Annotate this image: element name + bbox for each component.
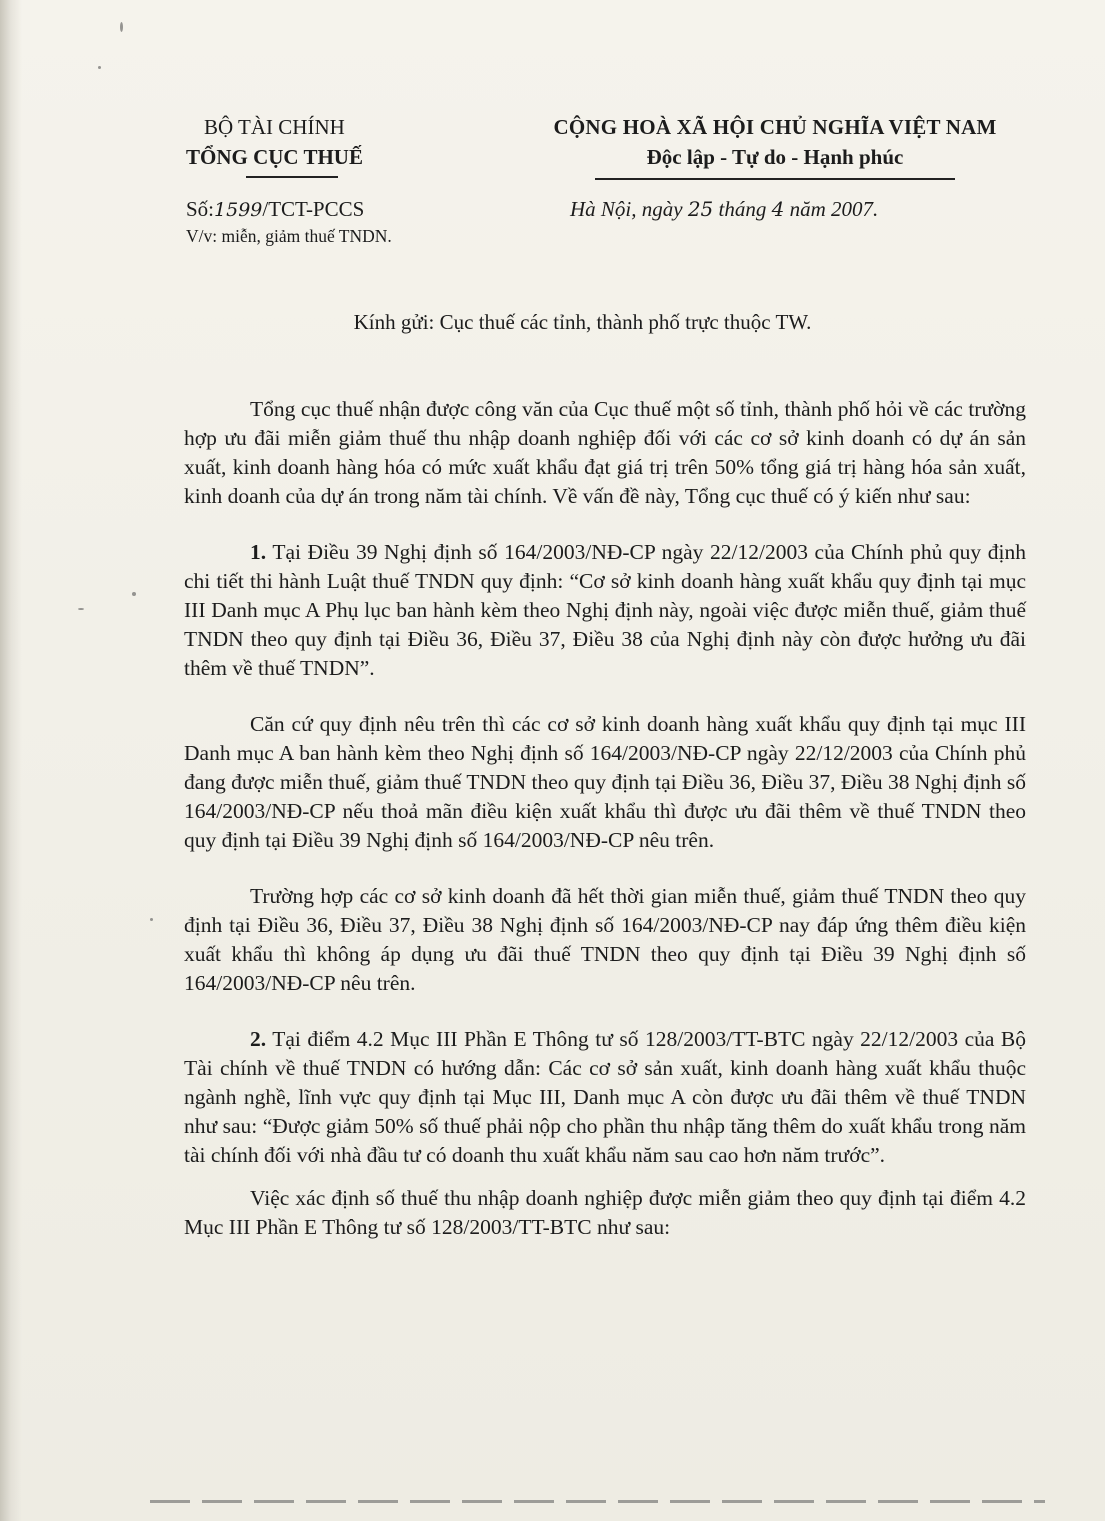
- section-2-paragraph: [184, 1025, 1026, 1170]
- paragraph-3: Trường hợp các cơ sở kinh doanh đã hết thời gian miễn thuế, giảm thuế TNDN theo quy định tại Điều 36, Điều 37, Điều 38 Nghị định số 164/2003/NĐ-CP nay đáp ứng thêm điều kiện xuất khẩu thì không áp dụng ưu đãi thuế TNDN theo quy định tại Điều 39 Nghị định số 164/2003/NĐ-CP nêu trên.: [184, 884, 1026, 995]
- doc-number-handwritten: 1599: [214, 199, 263, 221]
- section-number: 2.: [250, 1027, 267, 1051]
- date-day: 25: [687, 197, 714, 221]
- section-1-text: Tại Điều 39 Nghị định số 164/2003/NĐ-CP ngày 22/12/2003 của Chính phủ quy định chi tiết thi hành Luật thuế TNDN quy định: “Cơ sở kinh doanh hàng xuất khẩu quy định tại mục III Danh mục A Phụ lục ban hành kèm theo Nghị định này, ngoài việc được miễn thuế, giảm thuế TNDN theo quy định tại Điều 36, Điều 37, Điều 38 của Nghị định này còn được hưởng ưu đãi thêm về thuế TNDN”.: [184, 540, 1026, 680]
- scan-edge-shadow: [0, 0, 22, 1521]
- country-name: CỘNG HOÀ XÃ HỘI CHỦ NGHĨA VIỆT NAM: [553, 115, 997, 139]
- scan-speck: [132, 592, 136, 596]
- paragraph-2: Căn cứ quy định nêu trên thì các cơ sở kinh doanh hàng xuất khẩu quy định tại mục III Danh mục A ban hành kèm theo Nghị định số 164/2003/NĐ-CP ngày 22/12/2003 của Chính phủ đang được miễn thuế, giảm thuế TNDN theo quy định tại Điều 36, Điều 37, Điều 38 Nghị định số 164/2003/NĐ-CP nếu thoả mãn điều kiện xuất khẩu thì được ưu đãi thêm về thuế TNDN theo quy định tại Điều 39 Nghị định số 164/2003/NĐ-CP nêu trên.: [184, 712, 1026, 852]
- paragraph-5: Việc xác định số thuế thu nhập doanh nghiệp được miễn giảm theo quy định tại điểm 4.2 Mục III Phần E Thông tư số 128/2003/TT-BTC như sau:: [184, 1186, 1026, 1239]
- issuing-agency-block: [186, 112, 486, 178]
- motto-underline: [595, 178, 955, 180]
- footer-rule: [150, 1500, 1045, 1503]
- scan-speck: [78, 608, 84, 610]
- document-number: [186, 197, 364, 222]
- section-2-text: Tại điểm 4.2 Mục III Phần E Thông tư số 128/2003/TT-BTC ngày 22/12/2003 của Bộ Tài chính về thuế TNDN có hướng dẫn: Các cơ sở sản xuất, kinh doanh hàng xuất khẩu thuộc ngành nghề, lĩnh vực quy định tại Mục III, Danh mục A còn được ưu đãi thêm về thuế TNDN như sau: “Được giảm 50% số thuế phải nộp cho phần thu nhập tăng thêm do xuất khẩu trong năm tài chính đối với nhà đầu tư có doanh thu xuất khẩu năm sau cao hơn năm trước”.: [184, 1027, 1026, 1167]
- national-motto: Độc lập - Tự do - Hạnh phúc: [646, 145, 904, 169]
- section-1-paragraph: [184, 538, 1026, 683]
- intro-paragraph: Tổng cục thuế nhận được công văn của Cục thuế một số tỉnh, thành phố hỏi về các trường hợp ưu đãi miễn giảm thuế thu nhập doanh nghiệp đối với các cơ sở kinh doanh có dự án sản xuất, kinh doanh hàng hóa có mức xuất khẩu đạt giá trị trên 50% tổng giá trị hàng hóa sản xuất, kinh doanh của dự án trong năm tài chính. Về vấn đề này, Tổng cục thuế có ý kiến như sau:: [184, 397, 1026, 508]
- letter-body: [184, 395, 1026, 1269]
- doc-number-prefix: Số:: [186, 197, 215, 221]
- date-mid: tháng: [713, 197, 772, 221]
- parent-ministry: BỘ TÀI CHÍNH: [204, 115, 345, 139]
- scan-speck: [150, 918, 153, 921]
- issuing-agency: TỔNG CỤC THUẾ: [186, 145, 363, 169]
- document-subject: V/v: miễn, giảm thuế TNDN.: [186, 226, 392, 246]
- agency-underline: [246, 176, 338, 178]
- date-month: 4: [771, 197, 785, 221]
- national-heading-block: [520, 112, 1030, 180]
- doc-number-suffix: /TCT-PCCS: [262, 197, 365, 221]
- date-prefix: Hà Nội, ngày: [570, 197, 688, 221]
- scan-speck: [120, 22, 123, 32]
- date-line: [570, 197, 878, 222]
- section-number: 1.: [250, 540, 267, 564]
- date-suffix: năm 2007.: [784, 197, 879, 221]
- scan-speck: [98, 66, 101, 69]
- recipient-line: Kính gửi: Cục thuế các tỉnh, thành phố trực thuộc TW.: [353, 310, 812, 334]
